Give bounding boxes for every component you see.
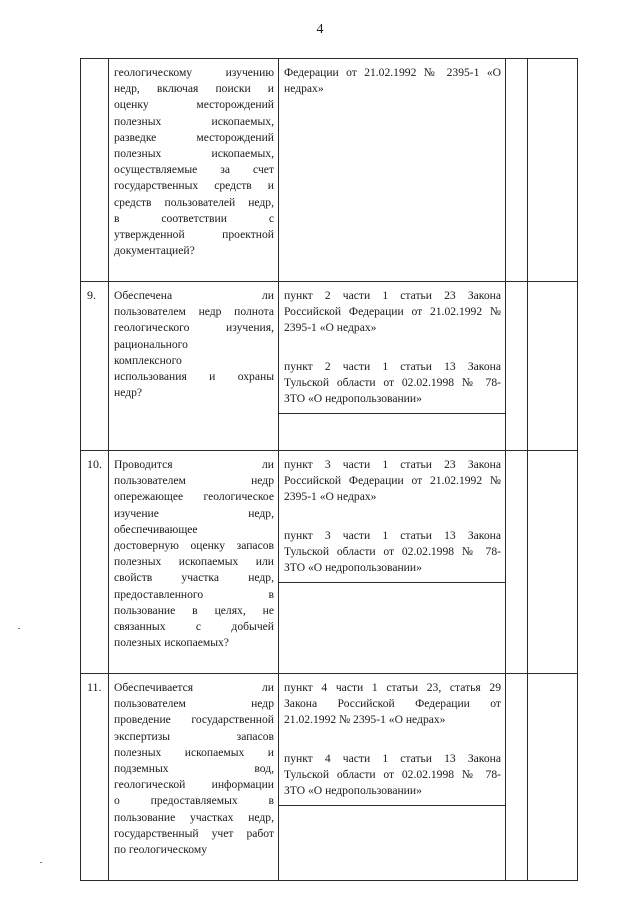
reference-line: пункт 2 части 1 статьи 23 Закона [284,289,501,302]
reference-line: пункт 2 части 1 статьи 13 Закона [284,359,501,373]
reference-line: 21.02.1992 № 2395-1 «О недрах» [284,713,446,727]
question-line: Проводится ли [114,458,274,471]
reference-line: Российской Федерации от 21.02.1992 № [284,305,501,319]
question-line: в соответствии с [114,211,274,225]
reference-line: пункт 3 части 1 статьи 23 Закона [284,458,501,471]
question-line: рационального [114,337,188,351]
question-line: по геологическому [114,843,207,857]
checklist-table [80,58,578,881]
row-number: 9. [81,282,109,451]
question-line: пользование в целях, не [114,603,274,617]
question-line: экспертизы запасов [114,729,274,743]
question-line: оценку месторождений [114,98,274,112]
regional-law-reference [279,522,505,584]
reference-line: ЗТО «О недропользовании» [284,784,422,798]
question-line: утвержденной проектной [114,228,274,242]
question-line: полезных ископаемых и [114,745,274,759]
scan-speck [40,862,42,863]
regional-law-reference [279,745,505,807]
question-line: Обеспечивается ли [114,681,274,694]
table-row [81,59,578,282]
answer-cell [506,451,528,674]
question-cell [109,674,279,881]
question-line: связанных с добычей [114,620,274,634]
question-line: документацией? [114,244,195,258]
legal-reference-cell [279,59,506,282]
question-line: полезных ископаемых, [114,147,274,161]
question-line: осуществляемые за счет [114,163,274,177]
question-line: подземных вод, [114,762,274,776]
question-line: пользователем недр полнота [114,305,274,319]
reference-line: Закона Российской Федерации от [284,697,501,711]
table-row [81,674,578,881]
question-line: геологического изучения, [114,321,274,335]
question-line: изучение недр, [114,506,274,520]
note-cell [528,282,578,451]
question-line: пользование участках недр, [114,810,274,824]
page-number: 4 [316,22,324,37]
reference-line: недрах» [284,82,324,96]
question-line: геологической информации [114,778,274,792]
table-row [81,282,578,451]
reference-line: пункт 4 части 1 статьи 23, статья 29 [284,681,501,694]
answer-cell [506,282,528,451]
question-line: предоставленного в [114,587,274,601]
row-number [81,59,109,282]
federal-law-reference [279,282,505,343]
row-number: 10. [81,451,109,674]
question-line: недр, включая поиски и [114,82,274,96]
note-cell [528,674,578,881]
legal-reference-cell [279,451,506,674]
reference-line: Тульской области от 02.02.1998 № 78- [284,544,501,558]
reference-line: Тульской области от 02.02.1998 № 78- [284,767,501,781]
question-cell [109,59,279,282]
reference-line: 2395-1 «О недрах» [284,321,377,335]
question-line: опережающее геологическое [114,490,274,504]
question-line: пользователем недр [114,474,274,488]
question-line: обеспечивающее [114,522,198,536]
question-line: полезных ископаемых или [114,555,274,569]
question-line: недр? [114,386,143,400]
answer-cell [506,59,528,282]
question-cell [109,282,279,451]
reference-line: ЗТО «О недропользовании» [284,392,422,406]
question-line: проведение государственной [114,713,274,727]
reference-line: Федерации от 21.02.1992 № 2395-1 «О [284,66,501,79]
question-line: государственных средств и [114,179,274,193]
question-cell [109,451,279,674]
question-line: средств пользователей недр, [114,195,274,209]
question-line: геологическому изучению [114,66,274,79]
reference-line: Тульской области от 02.02.1998 № 78- [284,375,501,389]
reference-line: ЗТО «О недропользовании» [284,561,422,575]
scan-speck [18,628,20,629]
question-line: о предоставляемых в [114,794,274,808]
answer-cell [506,674,528,881]
question-line: пользователем недр [114,697,274,711]
reference-line: пункт 3 части 1 статьи 13 Закона [284,528,501,542]
table-row [81,451,578,674]
question-line: полезных ископаемых, [114,114,274,128]
row-number: 11. [81,674,109,881]
note-cell [528,59,578,282]
question-line: разведке месторождений [114,130,274,144]
reference-line: 2395-1 «О недрах» [284,490,377,504]
federal-law-reference [279,59,505,103]
question-line: использования и охраны [114,370,274,384]
legal-reference-cell [279,282,506,451]
question-line: достоверную оценку запасов [114,539,274,553]
question-line: государственный учет работ [114,826,274,840]
question-line: комплексного [114,353,182,367]
question-line: полезных ископаемых? [114,636,229,650]
question-line: свойств участка недр, [114,571,274,585]
reference-line: Российской Федерации от 21.02.1992 № [284,474,501,488]
note-cell [528,451,578,674]
federal-law-reference [279,451,505,512]
federal-law-reference [279,674,505,735]
legal-reference-cell [279,674,506,881]
question-line: Обеспечена ли [114,289,274,302]
regional-law-reference [279,353,505,415]
reference-line: пункт 4 части 1 статьи 13 Закона [284,751,501,765]
